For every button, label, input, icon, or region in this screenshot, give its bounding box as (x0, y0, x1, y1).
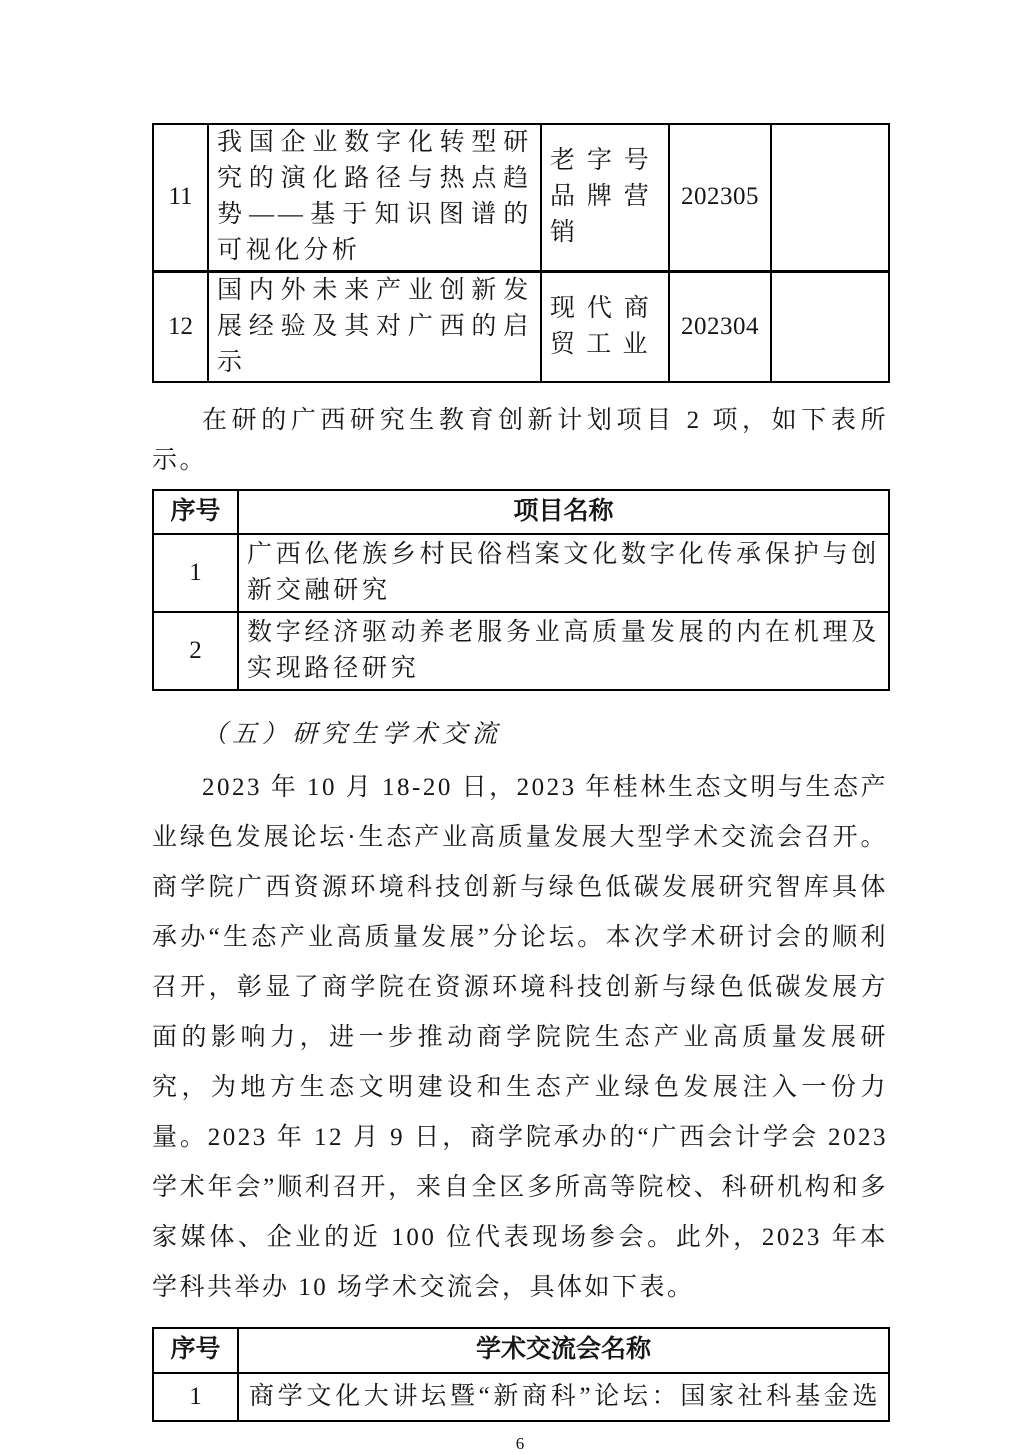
projects-table (152, 489, 890, 691)
table-row (153, 271, 889, 382)
issue-cell: 202305 (669, 124, 771, 271)
seq-cell: 12 (153, 271, 208, 382)
exchange-name-cell: 商学文化大讲坛暨“新商科”论坛：国家社科基金选 (238, 1373, 889, 1421)
project-name-cell: 数字经济驱动养老服务业高质量发展的内在机理及实现路径研究 (238, 612, 889, 690)
seq-cell: 2 (153, 612, 238, 690)
published-papers-table (152, 123, 890, 383)
project-name-header-cell: 项目名称 (238, 490, 889, 534)
journal-cell: 老字号品牌营销 (541, 124, 669, 271)
project-name-cell: 广西仫佬族乡村民俗档案文化数字化传承保护与创新交融研究 (238, 534, 889, 612)
empty-cell (771, 124, 889, 271)
empty-cell (771, 271, 889, 382)
table-row (153, 612, 889, 690)
seq-cell: 1 (153, 1373, 238, 1421)
table-header-row (153, 490, 889, 534)
exchange-name-header-cell: 学术交流会名称 (238, 1328, 889, 1373)
paper-title-cell: 国内外未来产业创新发展经验及其对广西的启示 (208, 271, 541, 382)
projects-intro-paragraph: 在研的广西研究生教育创新计划项目 2 项，如下表所示。 (152, 406, 888, 474)
journal-cell: 现代商贸工业 (541, 271, 669, 382)
page-number: 6 (515, 1433, 525, 1453)
paper-title-cell: 我国企业数字化转型研究的演化路径与热点趋势——基于知识图谱的可视化分析 (208, 124, 541, 271)
table-row (153, 534, 889, 612)
seq-cell: 11 (153, 124, 208, 271)
academic-exchange-paragraph: 2023 年 10 月 18-20 日，2023 年桂林生态文明与生态产业绿色发展论坛·生态产业高质量发展大型学术交流会召开。商学院广西资源环境科技创新与绿色低碳发展研究智库具体承办“生态产业高质量发展”分论坛。本次学术研讨会的顺利召开，彰显了商学院在资源环境科技创新与绿色低碳发展方面的影响力，进一步推动商学院院生态产业高质量发展研究，为地方生态文明建设和生态产业绿色发展注入一份力量。2023 年 12 月 9 日，商学院承办的“广西会计学会 2023 学术年会”顺利召开，来自全区多所高等院校、科研机构和多家媒体、企业的近 100 位代表现场参会。此外，2023 年本学科共举办 10 场学术交流会，具体如下表。 (152, 773, 888, 1301)
table-row (153, 1373, 889, 1421)
table-row (153, 124, 889, 271)
exchange-table (152, 1327, 890, 1422)
section-heading: （五）研究生学术交流 (202, 720, 503, 748)
table-header-row (153, 1328, 889, 1373)
seq-cell: 1 (153, 534, 238, 612)
seq-header-cell: 序号 (153, 490, 238, 534)
seq-header-cell: 序号 (153, 1328, 238, 1373)
issue-cell: 202304 (669, 271, 771, 382)
